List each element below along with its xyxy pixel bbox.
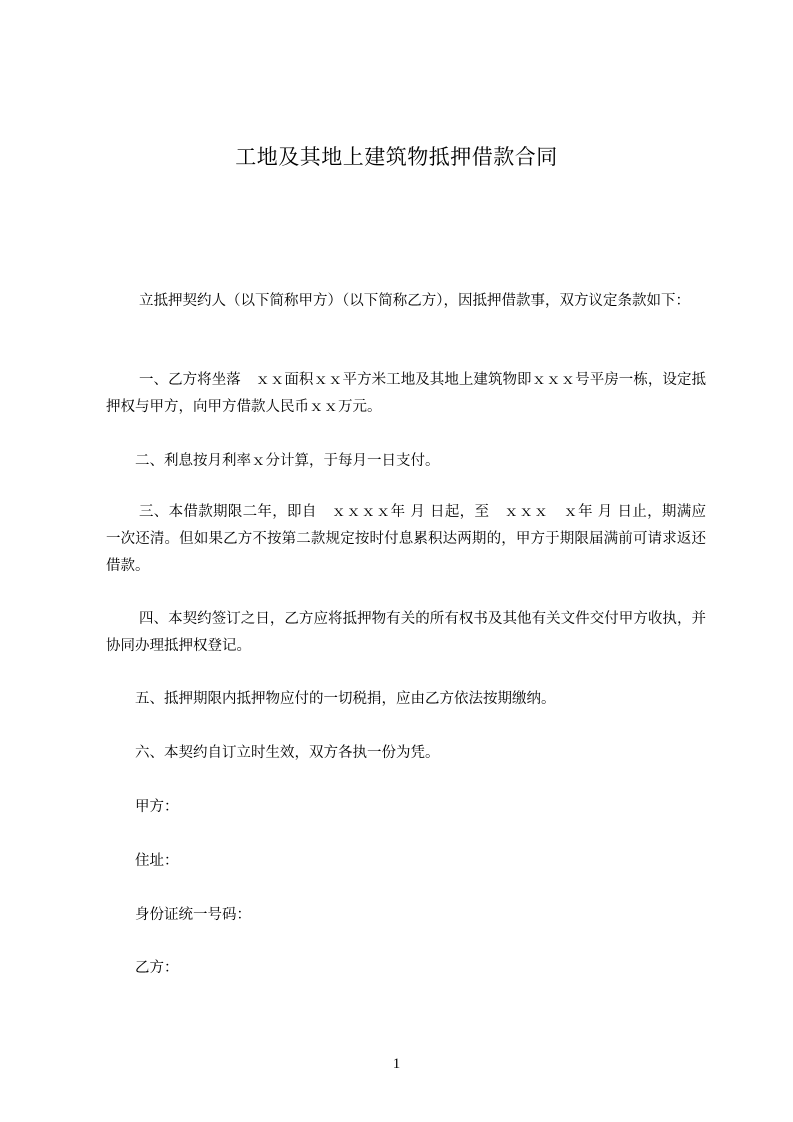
clause-6-paragraph: 六、本契约自订立时生效，双方各执一份为凭。 xyxy=(135,745,440,761)
clause-4-paragraph: 四、本契约签订之日，乙方应将抵押物有关的所有权书及其他有关文件交付甲方收执，并协同办理抵押权登记。 xyxy=(106,611,706,654)
clause-3-paragraph: 三、本借款期限二年，即自 ｘｘｘｘ年 月 日起，至 ｘｘｘ ｘ年 月 日止，期满应一次还清。但如果乙方不按第二款规定按时付息累积达两期的，甲方于期限届满前可请求返还借款。 xyxy=(106,504,706,574)
clause-5-paragraph: 五、抵押期限内抵押物应付的一切税捐，应由乙方依法按期缴纳。 xyxy=(135,691,556,707)
document-title: 工地及其地上建筑物抵押借款合同 xyxy=(235,145,558,169)
id-number-label: 身份证统一号码： xyxy=(135,907,251,923)
party-a-label: 甲方： xyxy=(135,799,179,815)
clause-1-paragraph: 一、乙方将坐落 ｘｘ面积ｘｘ平方米工地及其地上建筑物即ｘｘｘ号平房一栋，设定抵押权与甲方，向甲方借款人民币ｘｘ万元。 xyxy=(106,372,706,415)
clause-2-paragraph: 二、利息按月利率ｘ分计算，于每月一日支付。 xyxy=(135,453,440,469)
address-label: 住址： xyxy=(135,853,179,869)
party-b-label: 乙方： xyxy=(135,960,179,976)
page-number: 1 xyxy=(392,1056,401,1072)
preamble-paragraph: 立抵押契约人（以下简称甲方）（以下简称乙方），因抵押借款事，双方议定条款如下： xyxy=(139,293,690,309)
